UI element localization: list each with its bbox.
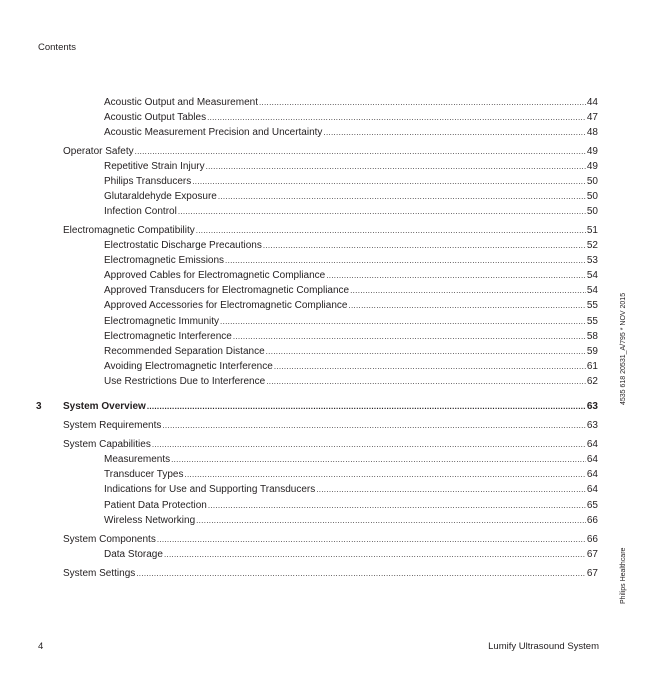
leader-dots bbox=[326, 269, 586, 283]
leader-dots bbox=[274, 360, 586, 374]
leader-dots bbox=[207, 111, 586, 125]
product-name: Lumify Ultrasound System bbox=[488, 641, 599, 652]
toc-entry-page: 48 bbox=[586, 127, 598, 138]
leader-dots bbox=[208, 499, 586, 513]
toc-entry[interactable] bbox=[104, 269, 598, 283]
leader-dots bbox=[220, 315, 586, 329]
leader-dots bbox=[162, 419, 586, 433]
toc-entry-title: System Capabilities bbox=[63, 439, 151, 450]
toc-entry[interactable] bbox=[104, 205, 598, 219]
page-number: 4 bbox=[38, 641, 44, 652]
toc-entry-title: Electrostatic Discharge Precautions bbox=[104, 240, 262, 251]
toc-entry-page: 49 bbox=[586, 146, 598, 157]
toc-entry[interactable] bbox=[104, 96, 598, 110]
leader-dots bbox=[196, 224, 586, 238]
toc-entry-page: 65 bbox=[586, 500, 598, 511]
toc-entry[interactable] bbox=[104, 375, 598, 389]
toc-section[interactable] bbox=[63, 419, 598, 433]
toc-entry-title: Electromagnetic Emissions bbox=[104, 255, 225, 266]
toc-entry[interactable] bbox=[104, 330, 598, 344]
toc-entry[interactable] bbox=[104, 453, 598, 467]
leader-dots bbox=[164, 548, 586, 562]
leader-dots bbox=[263, 239, 586, 253]
toc-entry-page: 66 bbox=[586, 534, 598, 545]
leader-dots bbox=[259, 96, 586, 110]
leader-dots bbox=[206, 160, 586, 174]
leader-dots bbox=[266, 375, 586, 389]
toc-entry-page: 64 bbox=[586, 484, 598, 495]
toc-entry-page: 54 bbox=[586, 285, 598, 296]
toc-entry-title: Infection Control bbox=[104, 206, 177, 217]
toc-entry-title: Electromagnetic Immunity bbox=[104, 316, 220, 327]
leader-dots bbox=[184, 468, 585, 482]
toc-entry-title: Data Storage bbox=[104, 549, 163, 560]
toc-entry-title: Repetitive Strain Injury bbox=[104, 161, 205, 172]
toc-entry[interactable] bbox=[104, 360, 598, 374]
toc-entry-page: 66 bbox=[586, 515, 598, 526]
leader-dots bbox=[136, 567, 586, 581]
toc-entry-page: 51 bbox=[586, 225, 598, 236]
toc-entry-title: Philips Transducers bbox=[104, 176, 192, 187]
toc-entry-page: 54 bbox=[586, 270, 598, 281]
leader-dots bbox=[152, 438, 586, 452]
toc-chapter[interactable] bbox=[63, 400, 598, 414]
toc-entry[interactable] bbox=[104, 111, 598, 125]
toc-entry-page: 53 bbox=[586, 255, 598, 266]
running-header: Contents bbox=[38, 42, 77, 53]
toc-entry[interactable] bbox=[104, 160, 598, 174]
toc-entry[interactable] bbox=[104, 175, 598, 189]
toc-entry-page: 47 bbox=[586, 112, 598, 123]
toc-entry[interactable] bbox=[104, 514, 598, 528]
toc-entry-title: System Components bbox=[63, 534, 156, 545]
toc-entry-page: 50 bbox=[586, 176, 598, 187]
toc-entry[interactable] bbox=[104, 284, 598, 298]
leader-dots bbox=[348, 299, 585, 313]
toc-entry-page: 61 bbox=[586, 361, 598, 372]
toc-entry-page: 58 bbox=[586, 331, 598, 342]
document-id: 4535 618 20531_A/795 * NOV 2015 bbox=[620, 292, 627, 405]
toc-entry-title: Acoustic Measurement Precision and Uncertainty bbox=[104, 127, 323, 138]
toc-entry[interactable] bbox=[104, 239, 598, 253]
toc-entry-page: 55 bbox=[586, 300, 598, 311]
toc-entry-page: 67 bbox=[586, 549, 598, 560]
toc-entry[interactable] bbox=[104, 345, 598, 359]
toc-entry-title: Patient Data Protection bbox=[104, 500, 207, 511]
leader-dots bbox=[316, 483, 586, 497]
toc-entry-title: Acoustic Output Tables bbox=[104, 112, 207, 123]
toc-entry-title: Avoiding Electromagnetic Interference bbox=[104, 361, 273, 372]
leader-dots bbox=[147, 400, 586, 414]
toc-entry-title: Measurements bbox=[104, 454, 171, 465]
leader-dots bbox=[192, 175, 586, 189]
toc-section[interactable] bbox=[63, 224, 598, 238]
toc-entry-title: Wireless Networking bbox=[104, 515, 196, 526]
toc-entry-page: 50 bbox=[586, 191, 598, 202]
toc-entry[interactable] bbox=[104, 254, 598, 268]
toc-entry-page: 63 bbox=[586, 401, 598, 412]
toc-entry[interactable] bbox=[104, 190, 598, 204]
toc-entry-title: Approved Cables for Electromagnetic Compliance bbox=[104, 270, 326, 281]
leader-dots bbox=[171, 453, 586, 467]
leader-dots bbox=[218, 190, 586, 204]
leader-dots bbox=[266, 345, 586, 359]
toc-entry-title: Electromagnetic Interference bbox=[104, 331, 232, 342]
toc-entry-title: System Overview bbox=[63, 401, 146, 412]
toc-entry[interactable] bbox=[104, 468, 598, 482]
leader-dots bbox=[196, 514, 586, 528]
toc-entry[interactable] bbox=[104, 483, 598, 497]
toc-entry[interactable] bbox=[104, 126, 598, 140]
toc-entry-title: Recommended Separation Distance bbox=[104, 346, 265, 357]
toc-entry-page: 63 bbox=[586, 420, 598, 431]
toc-section[interactable] bbox=[63, 533, 598, 547]
toc-entry[interactable] bbox=[104, 499, 598, 513]
leader-dots bbox=[323, 126, 585, 140]
leader-dots bbox=[135, 145, 586, 159]
toc-entry[interactable] bbox=[104, 299, 598, 313]
chapter-number: 3 bbox=[36, 401, 42, 412]
leader-dots bbox=[350, 284, 586, 298]
toc-section[interactable] bbox=[63, 567, 598, 581]
toc-entry-page: 49 bbox=[586, 161, 598, 172]
toc-entry[interactable] bbox=[104, 548, 598, 562]
leader-dots bbox=[225, 254, 586, 268]
leader-dots bbox=[157, 533, 586, 547]
toc-entry-title: Glutaraldehyde Exposure bbox=[104, 191, 217, 202]
toc-entry-page: 52 bbox=[586, 240, 598, 251]
leader-dots bbox=[233, 330, 586, 344]
toc-entry[interactable] bbox=[104, 315, 598, 329]
leader-dots bbox=[178, 205, 586, 219]
toc-entry-title: Use Restrictions Due to Interference bbox=[104, 376, 266, 387]
toc-entry-page: 50 bbox=[586, 206, 598, 217]
toc-entry-page: 55 bbox=[586, 316, 598, 327]
toc-entry-title: Indications for Use and Supporting Transducers bbox=[104, 484, 316, 495]
toc-entry-page: 44 bbox=[586, 97, 598, 108]
toc-entry-title: Electromagnetic Compatibility bbox=[63, 225, 195, 236]
toc-entry-title: Approved Accessories for Electromagnetic Compliance bbox=[104, 300, 348, 311]
toc-entry-page: 64 bbox=[586, 439, 598, 450]
toc-entry-page: 64 bbox=[586, 454, 598, 465]
toc-entry-title: System Settings bbox=[63, 568, 136, 579]
toc-entry-page: 62 bbox=[586, 376, 598, 387]
toc-entry-page: 64 bbox=[586, 469, 598, 480]
toc-section[interactable] bbox=[63, 438, 598, 452]
toc-entry-page: 59 bbox=[586, 346, 598, 357]
toc-entry-title: System Requirements bbox=[63, 420, 162, 431]
toc-entry-title: Acoustic Output and Measurement bbox=[104, 97, 258, 108]
toc-entry-title: Transducer Types bbox=[104, 469, 184, 480]
toc-entry-title: Operator Safety bbox=[63, 146, 134, 157]
toc-section[interactable] bbox=[63, 145, 598, 159]
toc-entry-title: Approved Transducers for Electromagnetic Compliance bbox=[104, 285, 350, 296]
company-name: Philips Healthcare bbox=[620, 547, 627, 604]
toc-entry-page: 67 bbox=[586, 568, 598, 579]
